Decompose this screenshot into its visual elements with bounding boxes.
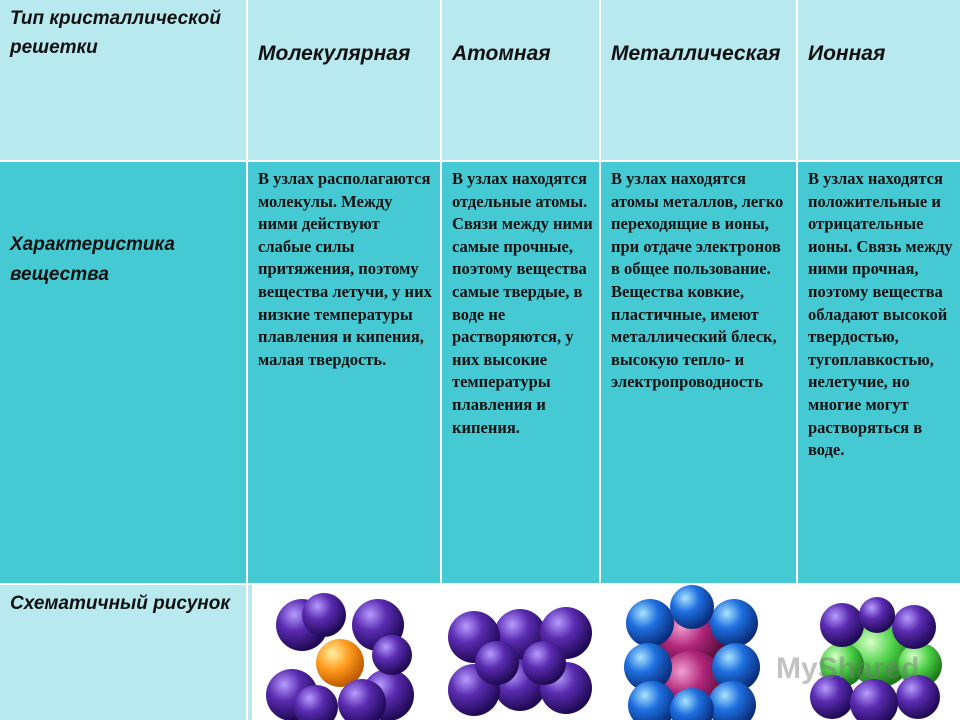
column-header-metallic [601, 0, 796, 160]
column-header-atomic [442, 0, 599, 160]
row-header-characteristic: Характеристика вещества [10, 234, 175, 285]
description-text: В узлах находятся отдельные атомы. Связи между ними самые прочные, поэтому вещества самые твердые, в воде не растворяются, у них высокие температуры плавления и кипения. [452, 169, 593, 437]
column-header-molecular [248, 0, 440, 160]
description-cell-ionic [798, 162, 960, 583]
description-text: В узлах находятся положительные и отрицательные ионы. Связь между ними прочная, поэтому вещества обладают высокой твердостью, тугоплавкостью, нелетучие, но многие могут растворяться в воде. [808, 169, 953, 460]
description-text: В узлах располагаются молекулы. Между ними действуют слабые силы притяжения, поэтому вещества летучи, у них низкие температуры плавления и кипения, малая твердость. [258, 169, 432, 369]
column-header-ionic [798, 0, 960, 160]
description-cell-metallic [601, 162, 796, 583]
column-header-label: Ионная [808, 42, 886, 65]
description-cell-molecular [248, 162, 440, 583]
description-cell-atomic [442, 162, 599, 583]
row-header-characteristic-cell [0, 162, 246, 583]
molecular-lattice-picture [266, 593, 414, 720]
column-header-label: Молекулярная [258, 42, 411, 65]
description-text: В узлах находятся атомы металлов, легко переходящие в ионы, при отдаче электронов в общее пользование. Вещества ковкие, пластичные, имеют металлический блеск, высокую тепло- и электропроводность [611, 169, 784, 392]
header-corner-cell [0, 0, 246, 160]
row-header-schematic-cell [0, 585, 246, 720]
row-header-type: Тип кристаллической решетки [10, 8, 222, 58]
column-header-label: Атомная [452, 42, 551, 65]
row-header-schematic: Схематичный рисунок [10, 593, 230, 614]
column-header-label: Металлическая [611, 42, 781, 65]
metallic-lattice-picture [624, 585, 760, 720]
watermark-logo: MyShared [776, 652, 920, 685]
atomic-lattice-picture [448, 607, 592, 716]
